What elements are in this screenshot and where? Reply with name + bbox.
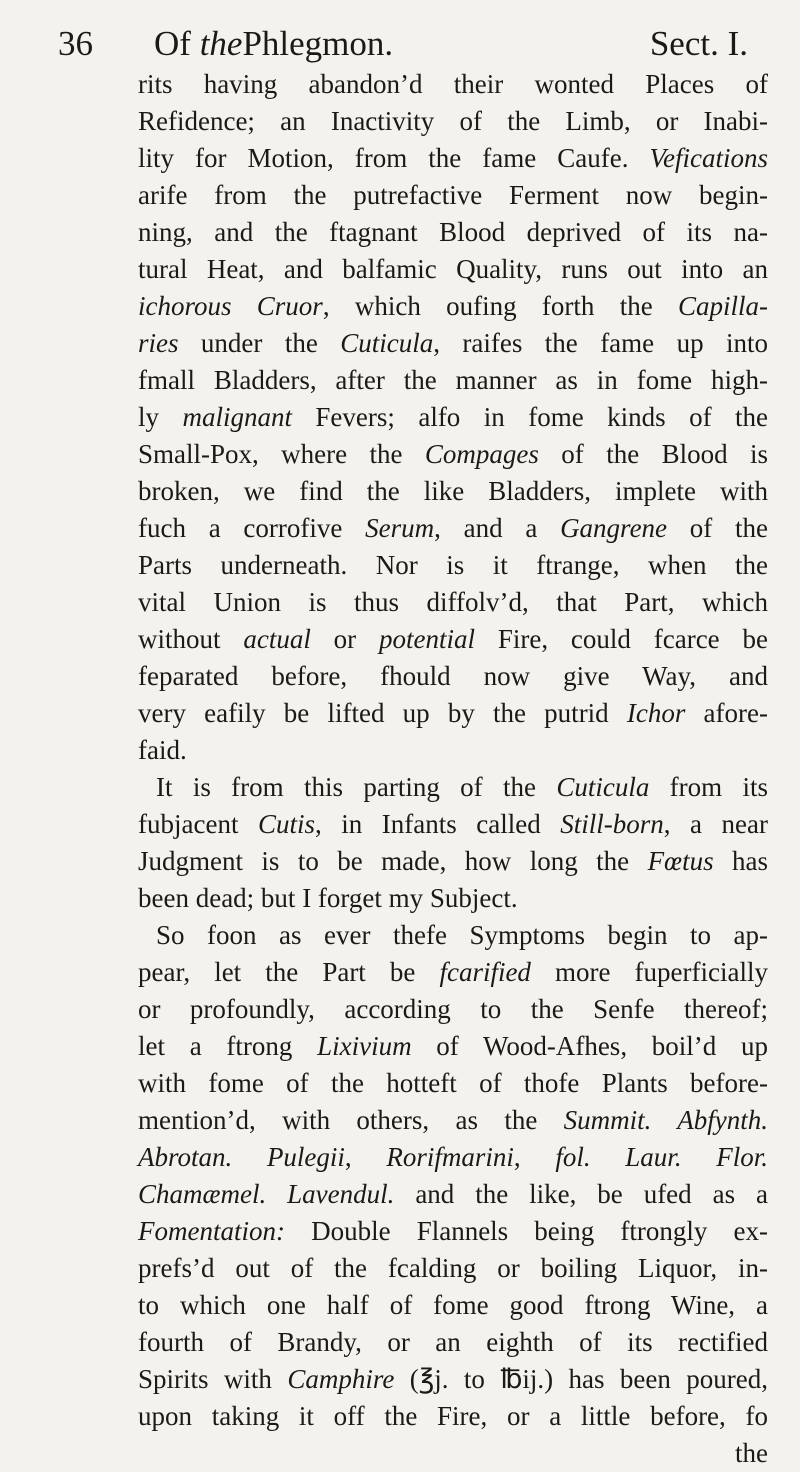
text-line [138, 1250, 768, 1287]
italic-text: Camphire [287, 1364, 395, 1394]
page-number: 36 [58, 24, 93, 63]
text-line [138, 732, 768, 769]
italic-text: Vefications [649, 143, 768, 173]
italic-text: Ichor [626, 698, 686, 728]
text-line [138, 806, 768, 843]
text-run: , and a [434, 513, 561, 543]
text-line [138, 584, 768, 621]
text-line [138, 917, 768, 954]
text-run: , in Infants called [315, 809, 561, 839]
italic-text: Abrotan. Pulegii [138, 1142, 345, 1172]
text-run: has [713, 846, 768, 876]
italic-text: Chamæmel. Lavendul. [138, 1179, 395, 1209]
text-line [138, 103, 768, 140]
text-run: , a near [663, 809, 768, 839]
text-run: or [310, 624, 380, 654]
text-run: , [513, 1142, 556, 1172]
italic-text: Fœtus [647, 846, 714, 876]
text-run: , [344, 1142, 387, 1172]
text-run: So foon as ever thefe Symptoms begin to ap- [156, 920, 768, 950]
text-run: of Wood-Afhes, boil’d up [411, 1031, 768, 1061]
text-run: Parts underneath. Nor is it ftrange, when the [138, 550, 768, 580]
text-run: vital Union is thus diffolv’d, that Part, which [138, 587, 768, 617]
text-run: Double Flannels being ftrongly ex- [284, 1216, 768, 1246]
text-line [138, 621, 768, 658]
text-run: of the Blood is [538, 439, 768, 469]
section-marker: Sect. I. [649, 24, 748, 63]
body-text [138, 66, 768, 1472]
text-run: to which one half of fome good ftrong Wine, a [138, 1290, 768, 1320]
text-line [138, 1102, 768, 1139]
text-run: fuch a corrofive [138, 513, 366, 543]
text-run: Fire, could fcarce be [475, 624, 768, 654]
text-run: arife from the putrefactive Ferment now begin- [138, 180, 768, 210]
text-line [138, 66, 768, 103]
text-line [138, 325, 768, 362]
text-line [138, 1324, 768, 1361]
text-line [138, 399, 768, 436]
running-title-italic: the [199, 24, 243, 63]
text-run: without [138, 624, 244, 654]
text-run: feparated before, fhould now give Way, and [138, 661, 768, 691]
text-run: been dead; but I forget my Subject. [138, 883, 518, 913]
italic-text: potential [379, 624, 476, 654]
text-line [138, 288, 768, 325]
text-run: It is from this parting of the [156, 772, 557, 802]
running-title-prefix: Of [154, 24, 200, 63]
text-line [138, 1065, 768, 1102]
text-run: of the [667, 513, 768, 543]
text-line [138, 1028, 768, 1065]
italic-text: Cutis [257, 809, 315, 839]
text-line [138, 843, 768, 880]
italic-text: actual [243, 624, 311, 654]
running-title-main: Phlegmon. [242, 24, 394, 63]
text-run: and the like, be ufed as a [394, 1179, 768, 1209]
italic-text: Rorifmarini [386, 1142, 514, 1172]
text-line [138, 214, 768, 251]
italic-text: Compages [424, 439, 539, 469]
italic-text: ichorous Cruor [138, 291, 323, 321]
running-title [154, 16, 393, 72]
text-line [138, 1176, 768, 1213]
text-line [138, 1139, 768, 1176]
text-line [138, 140, 768, 177]
text-run: very eafily be lifted up by the putrid [138, 698, 627, 728]
italic-text: Capilla- [677, 291, 768, 321]
text-run: tural Heat, and balfamic Quality, runs out into an [138, 254, 768, 284]
text-line [138, 436, 768, 473]
text-run: the [735, 1438, 768, 1468]
italic-text: Cuticula [340, 328, 434, 358]
text-run: mention’d, with others, as the [138, 1105, 564, 1135]
text-line [138, 251, 768, 288]
text-run: Fevers; alfo in fome kinds of the [291, 402, 768, 432]
text-line [138, 658, 768, 695]
text-run: fubjacent [138, 809, 258, 839]
italic-text: ries [138, 328, 179, 358]
italic-text: fcarified [439, 957, 531, 987]
italic-text: Cuticula [556, 772, 650, 802]
text-run: more fuperficially [530, 957, 768, 987]
text-run: Spirits with [138, 1364, 288, 1394]
text-run: Small-Pox, where the [138, 439, 425, 469]
text-run: from its [649, 772, 768, 802]
text-line [138, 880, 768, 917]
text-run: fmall Bladders, after the manner as in fome high- [138, 365, 768, 395]
text-run: ly [138, 402, 183, 432]
text-line [138, 473, 768, 510]
text-run: , which oufing forth the [322, 291, 678, 321]
italic-text: Summit. Abfynth. [563, 1105, 768, 1135]
running-head [58, 16, 748, 72]
text-line [138, 1213, 768, 1250]
text-line [138, 1398, 768, 1435]
text-run: faid. [138, 735, 187, 765]
text-run: with fome of the hotteft of thofe Plants before- [138, 1068, 768, 1098]
text-line [138, 510, 768, 547]
text-line [138, 177, 768, 214]
text-line [138, 769, 768, 806]
text-run: under the [178, 328, 341, 358]
catchword [138, 1435, 768, 1472]
text-run: pear, let the Part be [138, 957, 440, 987]
text-run: Refidence; an Inactivity of the Limb, or Inabi- [138, 106, 768, 136]
text-line [138, 695, 768, 732]
text-line [138, 1287, 768, 1324]
italic-text: fol. Laur. Flor. [555, 1142, 769, 1172]
italic-text: malignant [182, 402, 292, 432]
text-line [138, 362, 768, 399]
italic-text: Still-born [560, 809, 664, 839]
text-line [138, 1361, 768, 1398]
text-run: fourth of Brandy, or an eighth of its rectified [138, 1327, 768, 1357]
text-run: (℥j. to ℔ij.) has been poured, [394, 1364, 768, 1394]
text-line [138, 547, 768, 584]
text-run: ning, and the ftagnant Blood deprived of its na- [138, 217, 768, 247]
text-run: , raifes the fame up into [433, 328, 768, 358]
text-run: lity for Motion, from the fame Caufe. [138, 143, 650, 173]
text-run: or profoundly, according to the Senfe thereof; [138, 994, 768, 1024]
text-line [138, 954, 768, 991]
italic-text: Gangrene [560, 513, 668, 543]
text-run: prefs’d out of the fcalding or boiling Liquor, in- [138, 1253, 768, 1283]
italic-text: Fomentation: [138, 1216, 285, 1246]
text-run: Judgment is to be made, how long the [138, 846, 648, 876]
text-line [138, 991, 768, 1028]
text-run: broken, we find the like Bladders, implete with [138, 476, 768, 506]
text-run: rits having abandon’d their wonted Places of [138, 69, 768, 99]
italic-text: Serum [365, 513, 435, 543]
text-run: upon taking it off the Fire, or a little before, fo [138, 1401, 768, 1431]
text-run: let a ftrong [138, 1031, 318, 1061]
text-run: afore- [685, 698, 768, 728]
italic-text: Lixivium [317, 1031, 412, 1061]
